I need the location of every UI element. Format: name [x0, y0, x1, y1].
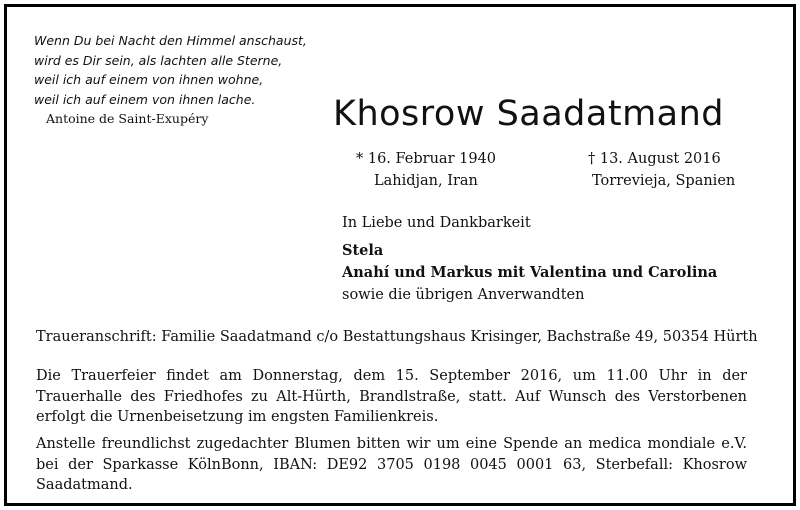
poem-line: weil ich auf einem von ihnen lache.	[34, 91, 256, 107]
poem-line: wird es Dir sein, als lachten alle Sterne,	[34, 52, 283, 68]
mourners-block	[342, 212, 717, 306]
deceased-name: Khosrow Saadatmand	[333, 94, 725, 134]
poem-line: weil ich auf einem von ihnen wohne,	[34, 72, 264, 88]
death-date: † 13. August 2016	[588, 151, 721, 167]
poem-quote	[34, 31, 307, 109]
funeral-info-paragraph: Die Trauerfeier findet am Donnerstag, dem 15. September 2016, um 11.00 Uhr in der Trauerhalle des Friedhofes zu Alt-Hürth, Brandlstraße, statt. Auf Wunsch des Verstorbenen erfolgt die Urnenbeisetzung im engsten Familienkreis.	[36, 368, 747, 425]
death-info	[588, 148, 735, 192]
mourners-others: sowie die übrigen Anverwandten	[342, 287, 585, 303]
poem-author: Antoine de Saint-Exupéry	[46, 111, 209, 126]
donation-paragraph: Anstelle freundlichst zugedachter Blumen bitten wir um eine Spende an medica mondiale e.V. bei der Sparkasse KölnBonn, IBAN: DE92 3705 0198 0045 0001 63, Sterbefall: Khosrow Saadatmand.	[36, 436, 747, 493]
death-place: Torrevieja, Spanien	[592, 173, 736, 189]
birth-place: Lahidjan, Iran	[374, 173, 478, 189]
mourners-intro: In Liebe und Dankbarkeit	[342, 215, 531, 231]
mourning-address: Traueranschrift: Familie Saadatmand c/o Bestattungshaus Krisinger, Bachstraße 49, 50354 Hürth	[36, 329, 758, 345]
poem-line: Wenn Du bei Nacht den Himmel anschaust,	[34, 33, 307, 48]
birth-date: * 16. Februar 1940	[356, 151, 497, 167]
mourner-name: Stela	[342, 242, 384, 259]
birth-info	[356, 148, 496, 192]
mourner-name: Anahí und Markus mit Valentina und Carolina	[342, 264, 718, 281]
